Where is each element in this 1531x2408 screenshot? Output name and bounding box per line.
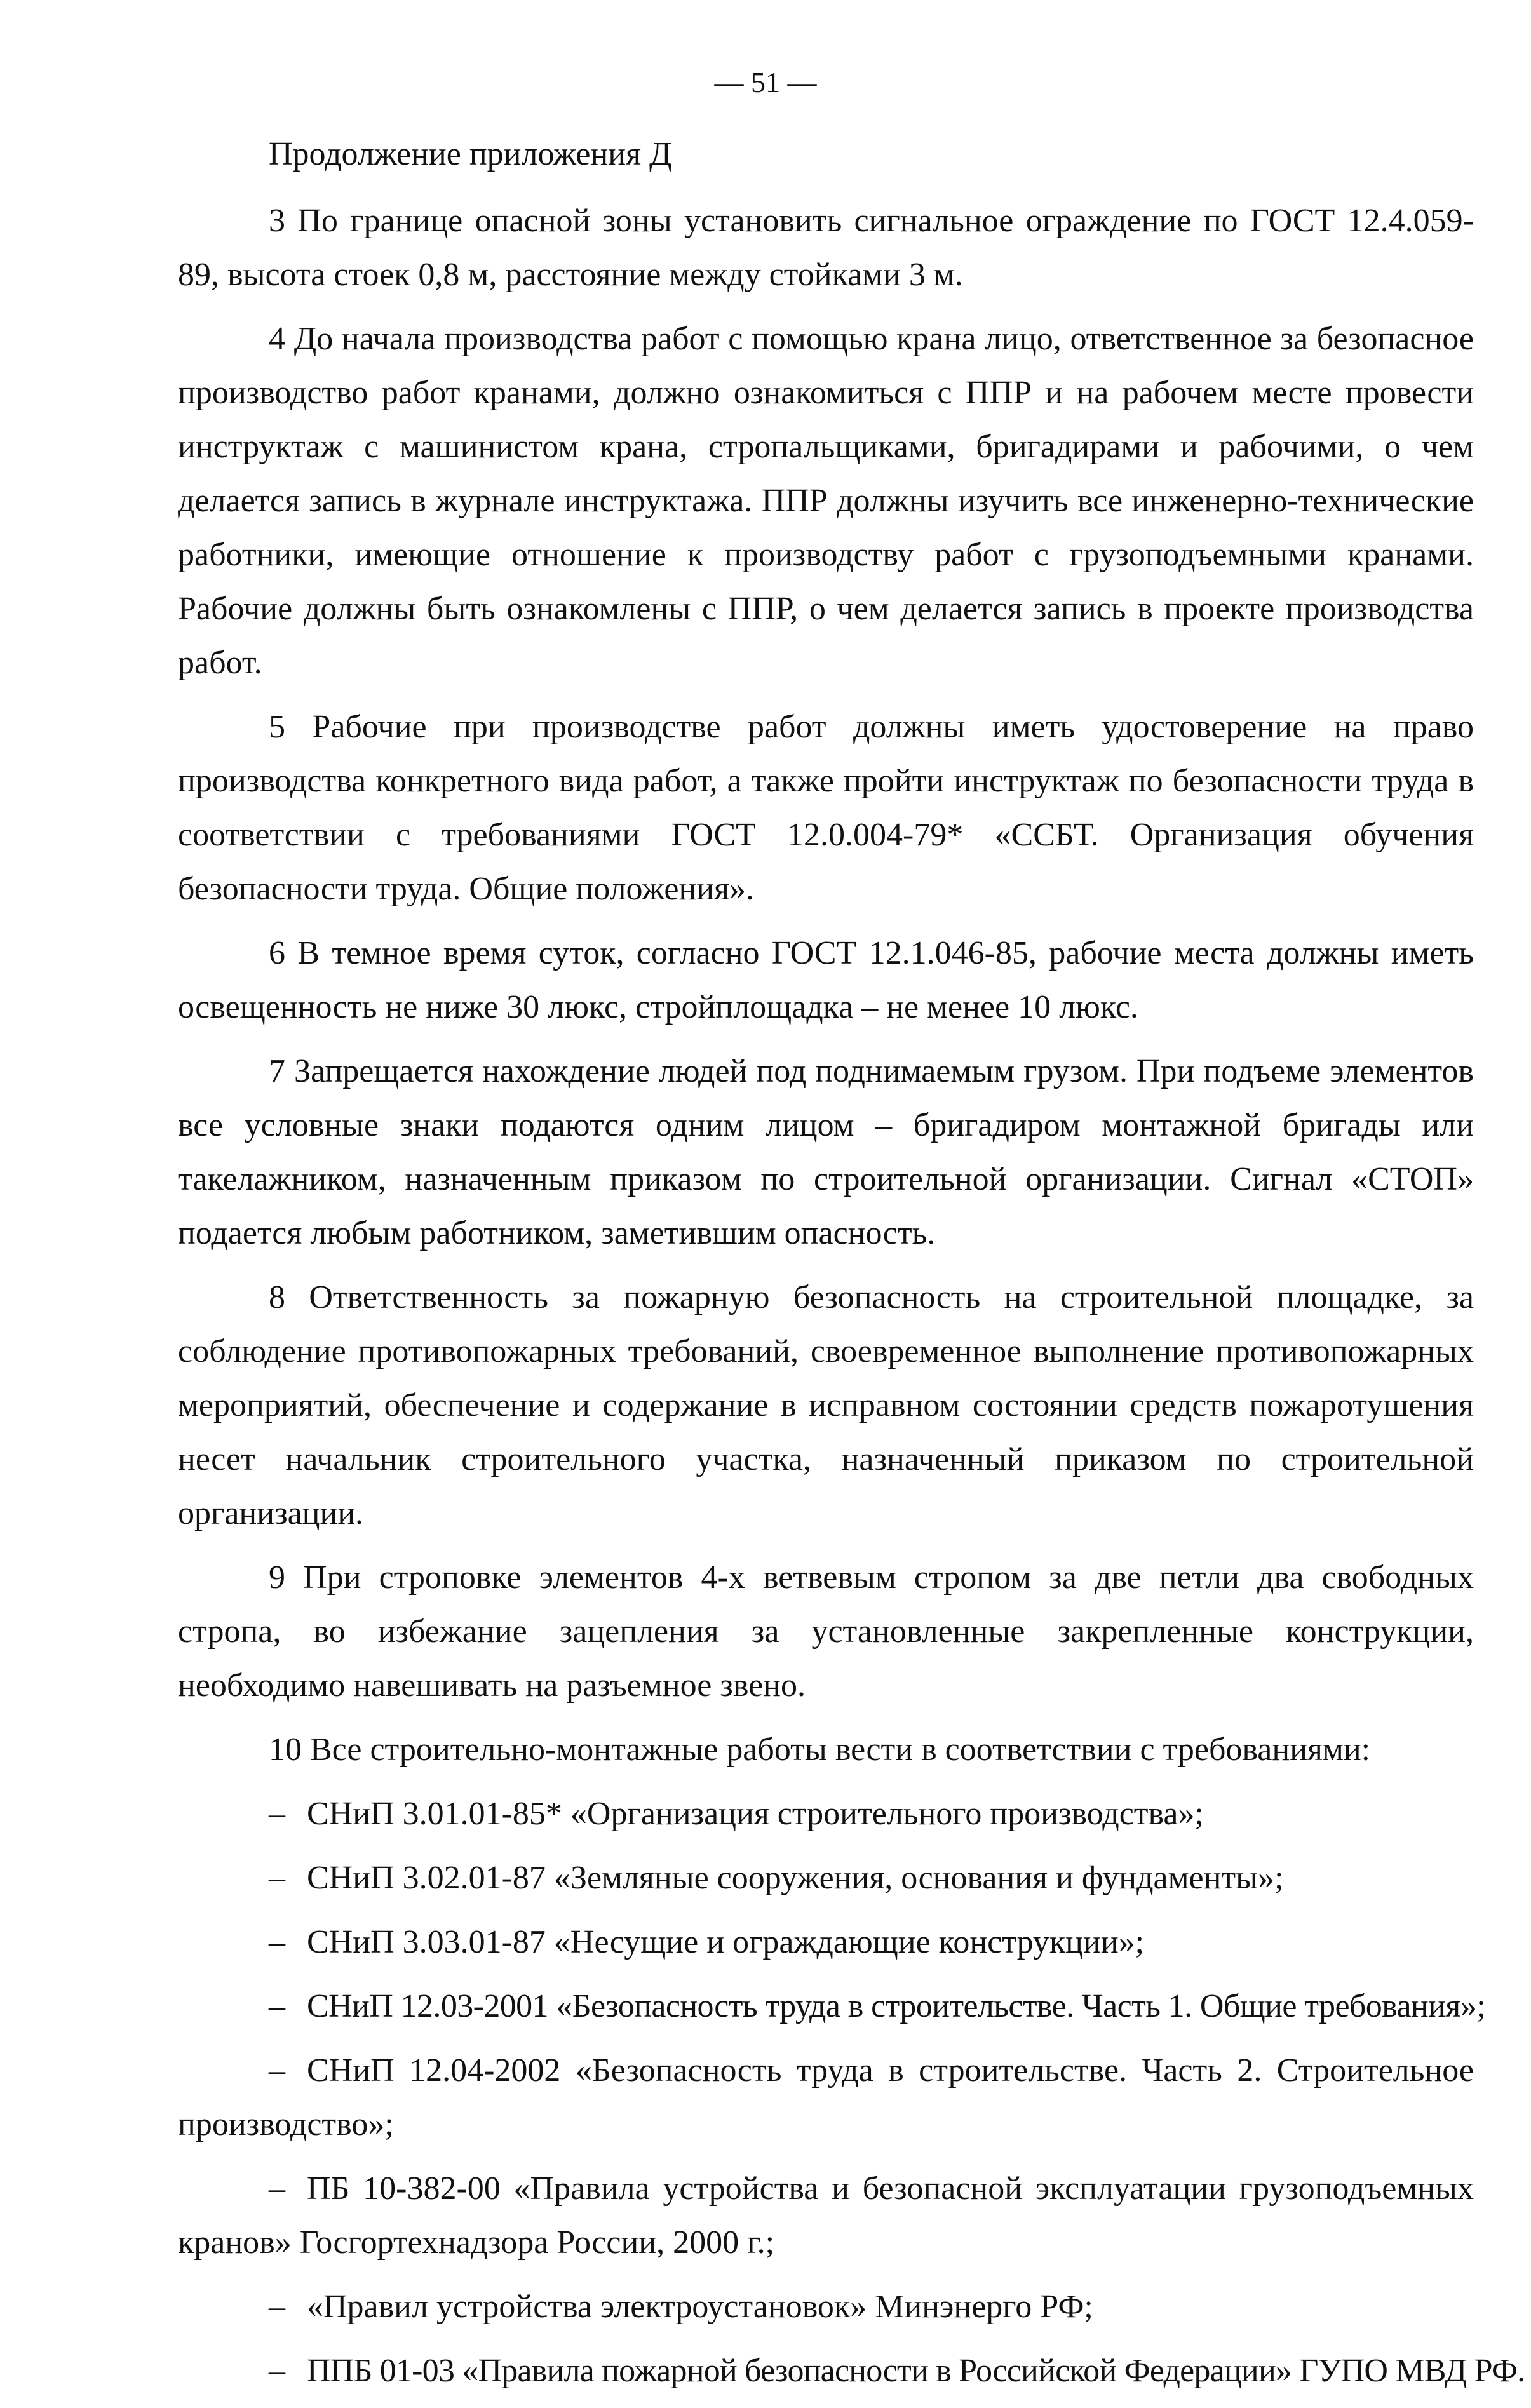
list-item-text: СНиП 12.04-2002 «Безопасность труда в строительстве. Часть 2. Строительное производство»; <box>178 2052 1474 2142</box>
list-dash: – <box>269 1860 285 1896</box>
page-number: — 51 — <box>714 66 817 98</box>
document-body <box>178 127 1525 2408</box>
list-item-text: «Правил устройства электроустановок» Минэнерго РФ; <box>307 2289 1093 2325</box>
paragraph-9: 9 При строповке элементов 4-х ветвевым стропом за две петли два свободных стропа, во избежание зацепления за установленные закрепленные конструкции, необходимо навешивать на разъемное звено. <box>178 1559 1474 1704</box>
list-item <box>178 2344 1525 2398</box>
list-dash: – <box>269 2289 285 2325</box>
list-item-text: СНиП 3.01.01-85* «Организация строительного производства»; <box>307 1796 1204 1832</box>
paragraph-6: 6 В темное время суток, согласно ГОСТ 12.1.046-85, рабочие места должны иметь освещенность не ниже 30 люкс, стройплощадка – не менее 10 люкс. <box>178 935 1474 1025</box>
list-dash: – <box>269 2052 285 2089</box>
list-item <box>178 2043 1474 2151</box>
paragraph-3: 3 По границе опасной зоны установить сигнальное ограждение по ГОСТ 12.4.059-89, высота стоек 0,8 м, расстояние между стойками 3 м. <box>178 203 1474 293</box>
list-item <box>178 1979 1485 2033</box>
list-dash: – <box>269 1924 285 1960</box>
list-item-text: СНиП 3.03.01-87 «Несущие и ограждающие конструкции»; <box>307 1924 1145 1960</box>
paragraph-7: 7 Запрещается нахождение людей под поднимаемым грузом. При подъеме элементов все условные знаки подаются одним лицом – бригадиром монтажной бригады или такелажником, назначенным приказом по строительной организации. Сигнал «СТОП» подается любым работником, заметившим опасность. <box>178 1053 1474 1251</box>
list-dash: – <box>269 1796 285 1832</box>
appendix-continuation-heading: Продолжение приложения Д <box>269 136 672 172</box>
list-dash: – <box>269 2353 285 2389</box>
list-item <box>178 2162 1474 2270</box>
paragraph-4: 4 До начала производства работ с помощью крана лицо, ответственное за безопасное производство работ кранами, должно ознакомиться с ППР и на рабочем месте провести инструктаж с машинистом крана, стропальщиками, бригадирами и рабочими, о чем делается запись в журнале инструктажа. ППР должны изучить все инженерно-технические работники, имеющие отношение к производству работ с грузоподъемными кранами. Рабочие должны быть ознакомлены с ППР, о чем делается запись в проекте производства работ. <box>178 321 1474 681</box>
list-dash: – <box>269 1988 285 2024</box>
list-item-text: СНиП 3.02.01-87 «Земляные сооружения, основания и фундаменты»; <box>307 1860 1284 1896</box>
paragraph-5: 5 Рабочие при производстве работ должны иметь удостоверение на право производства конкретного вида работ, а также пройти инструктаж по безопасности труда в соответствии с требованиями ГОСТ 12.0.004-79* «ССБТ. Организация обучения безопасности труда. Общие положения». <box>178 709 1474 907</box>
list-item <box>178 1787 1474 1841</box>
list-dash: – <box>269 2170 285 2207</box>
list-item-text: ППБ 01-03 «Правила пожарной безопасности в Российской Федерации» ГУПО МВД РФ. <box>307 2353 1525 2389</box>
paragraph-10: 10 Все строительно-монтажные работы вести в соответствии с требованиями: <box>269 1732 1371 1768</box>
list-item <box>178 1915 1474 1969</box>
list-item <box>178 1851 1474 1905</box>
list-item <box>178 2280 1474 2334</box>
list-item-text: ПБ 10-382-00 «Правила устройства и безопасной эксплуатации грузоподъемных кранов» Госгортехнадзора России, 2000 г.; <box>178 2170 1474 2261</box>
list-item-text: СНиП 12.03-2001 «Безопасность труда в строительстве. Часть 1. Общие требования»; <box>307 1988 1485 2024</box>
paragraph-8: 8 Ответственность за пожарную безопасность на строительной площадке, за соблюдение противопожарных требований, своевременное выполнение противопожарных мероприятий, обеспечение и содержание в исправном состоянии средств пожаротушения несет начальник строительного участка, назначенный приказом по строительной организации. <box>178 1279 1474 1531</box>
